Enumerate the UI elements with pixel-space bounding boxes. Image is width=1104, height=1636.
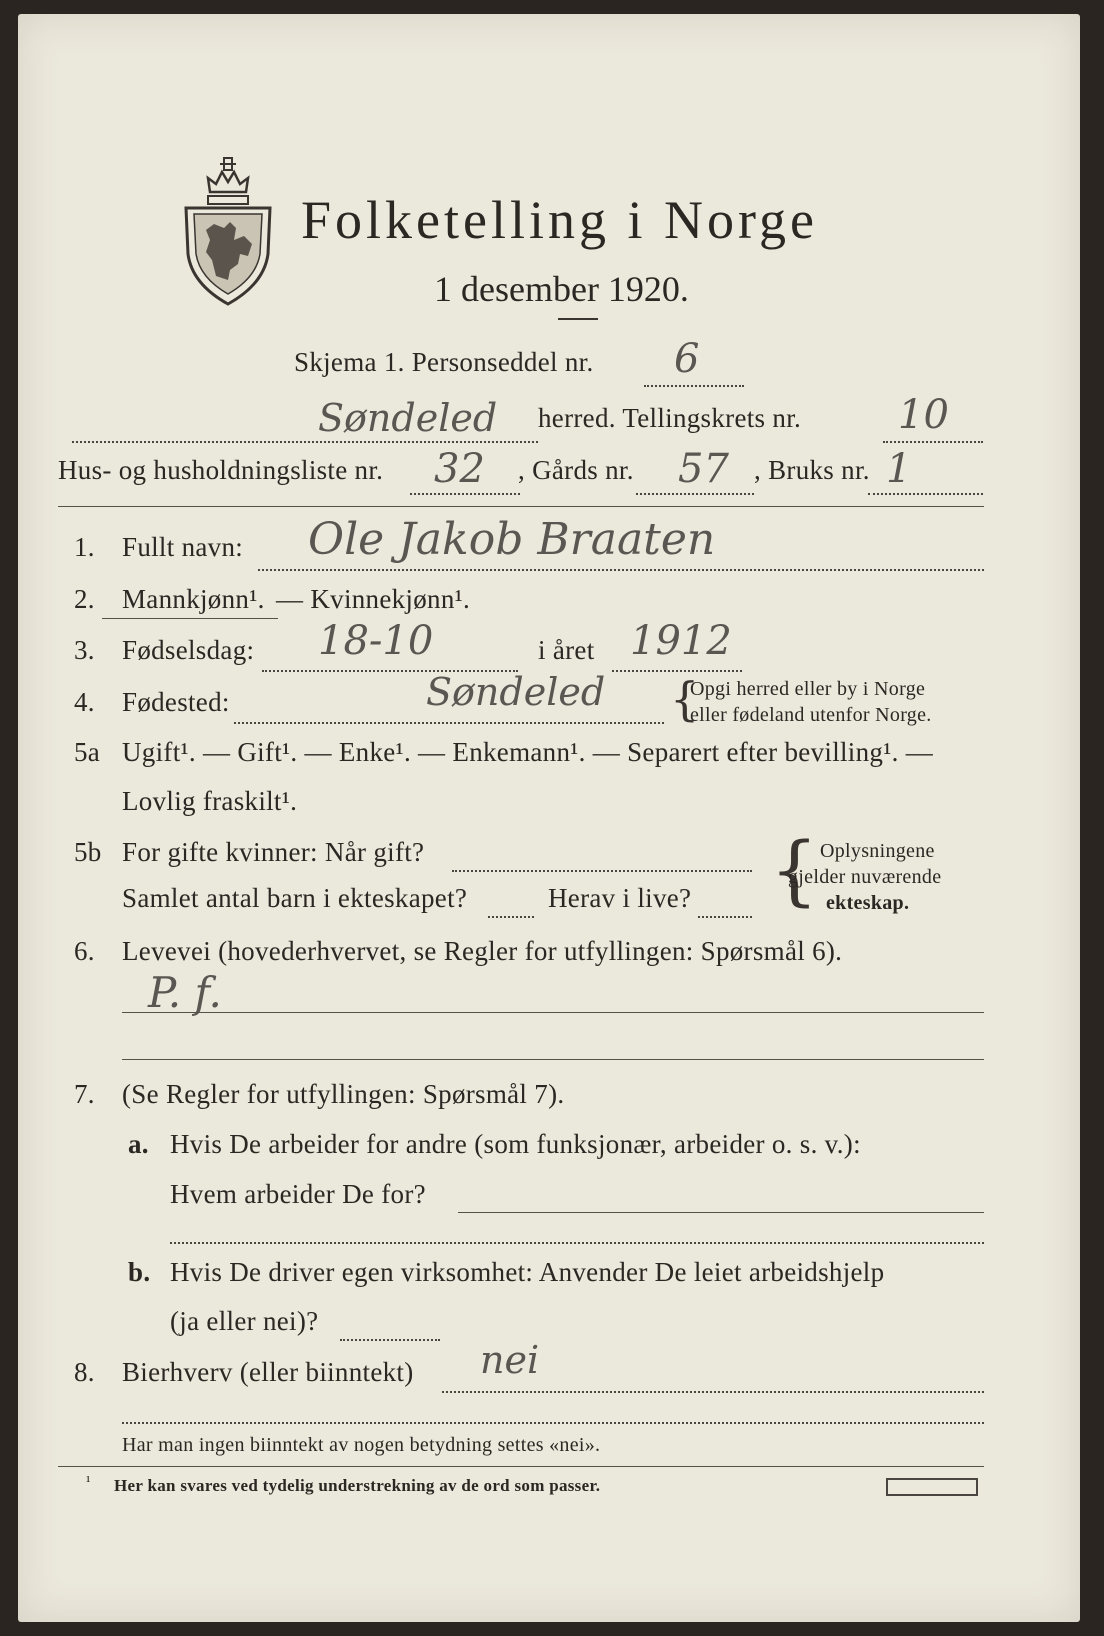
q4-brace: { [670, 672, 700, 726]
q4-note1: Opgi herred eller by i Norge [690, 678, 926, 700]
q5b-live-dots [698, 916, 752, 918]
personseddel-nr: 6 [674, 336, 700, 382]
q7b-line2: (ja eller nei)? [170, 1306, 319, 1336]
footnote-mark: ¹ [86, 1474, 91, 1490]
gards-dots [636, 493, 754, 495]
q5b-gift-dots [452, 870, 752, 872]
q5a-line1: Ugift¹. — Gift¹. — Enke¹. — Enkemann¹. — Separert efter bevilling¹. — [122, 737, 933, 767]
q5a-line2: Lovlig fraskilt¹. [122, 786, 298, 816]
q3-year: 1912 [630, 618, 732, 664]
q5b-note1: Oplysningene [820, 840, 935, 862]
personseddel-dots [644, 385, 744, 387]
q7a-num: a. [128, 1129, 149, 1159]
coat-of-arms-icon [178, 144, 278, 309]
q7a-line2: Hvem arbeider De for? [170, 1179, 426, 1209]
tellingskrets-nr: 10 [898, 392, 949, 438]
q5a-num: 5a [74, 737, 101, 767]
q5b-brace: { [770, 825, 819, 914]
bruks-label: , Bruks nr. [754, 455, 870, 485]
q3-year-label: i året [538, 635, 595, 665]
footnote-text: Her kan svares ved tydelig understrekning av de ord som passer. [114, 1476, 601, 1495]
q5b-barn-dots [488, 916, 534, 918]
q5b-line1: For gifte kvinner: Når gift? [122, 837, 425, 867]
q2-male: Mannkjønn¹. [122, 584, 265, 614]
q3-date: 18-10 [318, 618, 434, 664]
schema-label: Skjema 1. Personseddel nr. [294, 347, 594, 377]
q4-note2: eller fødeland utenfor Norge. [690, 704, 932, 726]
footer-rule [58, 1466, 984, 1467]
herred-label: herred. Tellingskrets nr. [538, 403, 802, 433]
herred-value: Søndeled [318, 396, 498, 440]
q4-num: 4. [74, 687, 95, 717]
q1-num: 1. [74, 532, 95, 562]
q7b-dots [340, 1339, 440, 1341]
q5b-line2b: Herav i live? [548, 883, 692, 913]
q8-dots [442, 1391, 984, 1393]
footer-note: Har man ingen biinntekt av nogen betydning settes «nei». [122, 1434, 601, 1456]
q3-label: Fødselsdag: [122, 635, 255, 665]
gards-nr: 57 [678, 446, 729, 492]
q1-dots [258, 569, 984, 571]
q3-num: 3. [74, 635, 95, 665]
form-title: Folketelling i Norge [301, 190, 818, 250]
q1-label: Fullt navn: [122, 532, 244, 562]
liste-nr: 32 [434, 446, 485, 492]
q8-value: nei [480, 1338, 540, 1382]
q7a-line [458, 1212, 984, 1213]
q8-label: Bierhverv (eller biinntekt) [122, 1357, 414, 1387]
q8-dots2 [122, 1422, 984, 1424]
q4-label: Fødested: [122, 687, 230, 717]
q6-num: 6. [74, 936, 95, 966]
q7-num: 7. [74, 1079, 95, 1109]
q5b-note3: ekteskap. [826, 892, 910, 914]
printer-stamp [886, 1478, 978, 1496]
q6-label: Levevei (hovederhvervet, se Regler for utfyllingen: Spørsmål 6). [122, 936, 843, 966]
q2-rest: — Kvinnekjønn¹. [276, 584, 471, 614]
q4-value: Søndeled [426, 670, 606, 714]
q6-value: P. f. [148, 968, 222, 1017]
gards-label: , Gårds nr. [518, 455, 634, 485]
q7a-line1: Hvis De arbeider for andre (som funksjonær, arbeider o. s. v.): [170, 1129, 861, 1159]
q2-male-underline [102, 618, 278, 619]
q2-num: 2. [74, 584, 95, 614]
hus-label: Hus- og husholdningsliste nr. [58, 455, 384, 485]
q1-value: Ole Jakob Braaten [308, 514, 716, 565]
bruks-dots [868, 493, 983, 495]
bruks-nr: 1 [886, 446, 912, 492]
tellingskrets-dots [883, 441, 983, 443]
q5b-line2a: Samlet antal barn i ekteskapet? [122, 883, 468, 913]
form-date: 1 desember 1920. [434, 269, 689, 309]
q6-line1 [122, 1012, 984, 1013]
q6-line2 [122, 1059, 984, 1060]
q8-num: 8. [74, 1357, 95, 1387]
liste-dots [410, 493, 520, 495]
q5b-num: 5b [74, 837, 102, 867]
census-form [18, 14, 1080, 1622]
q7b-line1: Hvis De driver egen virksomhet: Anvender De leiet arbeidshjelp [170, 1257, 885, 1287]
herred-dots [72, 441, 538, 443]
title-divider [558, 318, 598, 320]
q7b-num: b. [128, 1257, 151, 1287]
header-rule [58, 506, 984, 507]
q4-dots [234, 722, 664, 724]
q7-label: (Se Regler for utfyllingen: Spørsmål 7). [122, 1079, 565, 1109]
q5b-note2: gjelder nuværende [788, 866, 942, 888]
q7a-dots [170, 1242, 984, 1244]
